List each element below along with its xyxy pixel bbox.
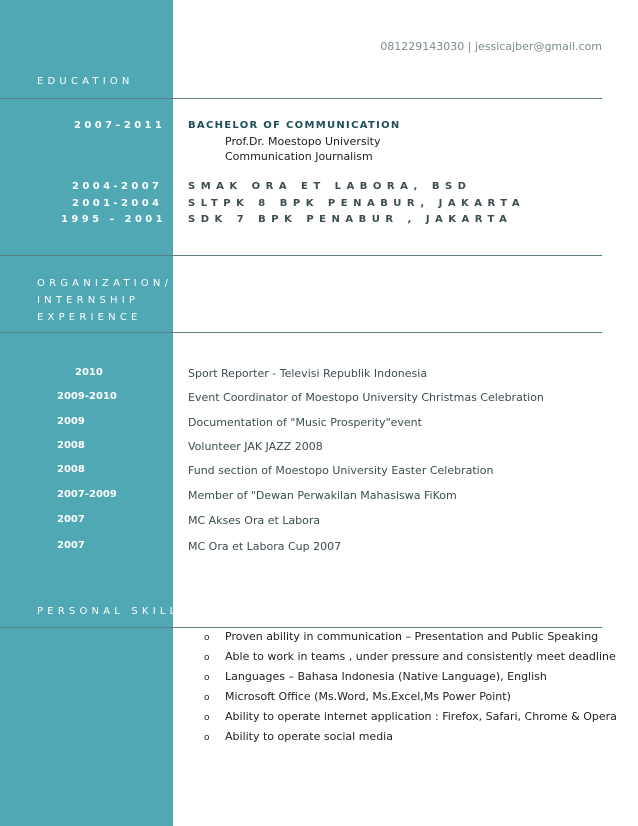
organization-heading-line: EXPERIENCE xyxy=(37,312,142,323)
education-heading: EDUCATION xyxy=(37,76,134,87)
bullet-icon: o xyxy=(204,673,210,683)
organization-heading-line: INTERNSHIP xyxy=(37,295,140,306)
experience-text: MC Akses Ora et Labora xyxy=(188,514,321,527)
experience-year: 2007 xyxy=(57,514,85,525)
experience-text: Event Coordinator of Moestopo University Christmas Celebration xyxy=(188,391,544,404)
skill-item xyxy=(204,670,547,683)
skill-item xyxy=(204,630,598,643)
skill-item xyxy=(204,650,616,663)
experience-text: Sport Reporter - Televisi Republik Indonesia xyxy=(188,367,428,380)
experience-text: Volunteer JAK JAZZ 2008 xyxy=(188,440,323,453)
school-name: SLTPK 8 BPK PENABUR, JAKARTA xyxy=(188,198,526,209)
skill-text: Proven ability in communication – Presentation and Public Speaking xyxy=(225,630,599,643)
organization-heading xyxy=(37,275,172,326)
experience-year: 2010 xyxy=(75,367,103,378)
experience-year: 2009 xyxy=(57,416,85,427)
experience-year: 2008 xyxy=(57,440,85,451)
experience-text: Fund section of Moestopo University Easter Celebration xyxy=(188,464,494,477)
skill-item xyxy=(204,690,511,703)
university-name: Prof.Dr. Moestopo University xyxy=(225,135,381,148)
bullet-icon: o xyxy=(204,653,210,663)
degree-title: BACHELOR OF COMMUNICATION xyxy=(188,120,401,131)
contact-line: 081229143030 | jessicajber@gmail.com xyxy=(380,40,602,53)
skill-text: Microsoft Office (Ms.Word, Ms.Excel,Ms Power Point) xyxy=(225,690,511,703)
skill-text: Able to work in teams , under pressure and consistently meet deadline xyxy=(225,650,616,663)
bullet-icon: o xyxy=(204,693,210,703)
bullet-icon: o xyxy=(204,713,210,723)
organization-heading-line: ORGANIZATION/ xyxy=(37,278,173,289)
skill-text: Ability to operate internet application : Firefox, Safari, Chrome & Opera xyxy=(225,710,617,723)
experience-year: 2007 xyxy=(57,540,85,551)
experience-text: MC Ora et Labora Cup 2007 xyxy=(188,540,342,553)
skill-item xyxy=(204,710,617,723)
divider xyxy=(0,255,602,256)
education-years: 2007–2011 xyxy=(74,120,166,131)
bullet-icon: o xyxy=(204,633,210,643)
education-years: 2001-2004 xyxy=(72,198,163,209)
experience-year: 2009-2010 xyxy=(57,391,117,402)
experience-text: Documentation of "Music Prosperity"event xyxy=(188,416,422,429)
education-years: 1995 – 2001 xyxy=(61,214,167,225)
divider xyxy=(0,98,602,99)
degree-major: Communication Journalism xyxy=(225,150,373,163)
skill-item xyxy=(204,730,393,743)
education-years: 2004-2007 xyxy=(72,181,163,192)
skill-text: Ability to operate social media xyxy=(225,730,393,743)
skill-text: Languages – Bahasa Indonesia (Native Language), English xyxy=(225,670,547,683)
school-name: SMAK ORA ET LABORA, BSD xyxy=(188,181,472,192)
skills-heading: PERSONAL SKILL xyxy=(37,606,180,617)
experience-year: 2008 xyxy=(57,464,85,475)
bullet-icon: o xyxy=(204,733,210,743)
divider xyxy=(0,332,602,333)
school-name: SDK 7 BPK PENABUR , JAKARTA xyxy=(188,214,513,225)
divider xyxy=(0,627,602,628)
experience-text: Member of "Dewan Perwakilan Mahasiswa FiKom xyxy=(188,489,457,502)
experience-year: 2007-2009 xyxy=(57,489,117,500)
